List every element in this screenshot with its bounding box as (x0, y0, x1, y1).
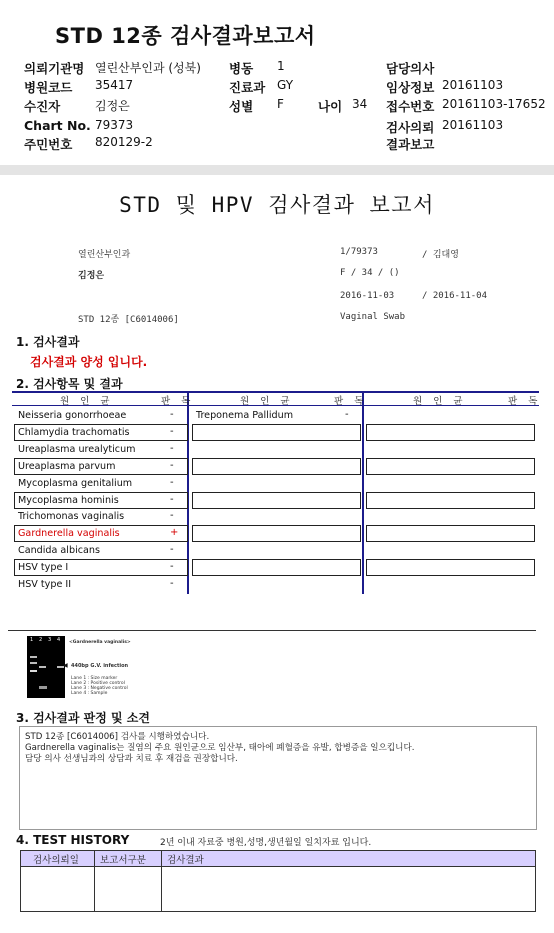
meta-test: STD 12종 [C6014006] (78, 315, 179, 325)
report-header-card (0, 0, 554, 166)
positive-result-message: 검사결과 양성 입니다. (30, 355, 148, 369)
meta-chart: 1/79373 (340, 247, 378, 257)
age-value: 34 (352, 97, 368, 111)
gel-legend-line: Lane 1 : Size marker (71, 676, 118, 681)
result-row-box (366, 559, 535, 576)
ward-value: 1 (277, 59, 285, 73)
resident-no-value: 820129-2 (95, 135, 153, 149)
organism-name: Mycoplasma genitalium (18, 478, 133, 489)
organism-name: Treponema Pallidum (196, 410, 294, 421)
gel-legend-line: Lane 2 : Positive control (71, 681, 125, 686)
organism-result: - (170, 460, 174, 471)
result-row-box (366, 458, 535, 475)
clinical-info-value: 20161103 (442, 78, 504, 92)
meta-clinic: 열린산부인과 (78, 250, 131, 260)
result-row-box (14, 492, 188, 509)
organism-result: + (170, 527, 179, 538)
gel-lane-label: 2 (39, 637, 43, 643)
meta-date-from: 2016-11-03 (340, 291, 395, 301)
institution-value: 열린산부인과 (성북) (95, 61, 201, 75)
gel-caption: <Gardnerella vaginalis> (69, 640, 131, 645)
organism-result: - (170, 578, 174, 589)
report-title: STD 및 HPV 검사결과 보고서 (119, 193, 435, 217)
gel-legend-line: Lane 4 : Sample (71, 691, 108, 696)
gel-image (27, 636, 65, 698)
result-row-box (366, 525, 535, 542)
result-row-box (366, 424, 535, 441)
institution-label: 의뢰기관명 (24, 61, 85, 76)
history-header-row (21, 851, 535, 867)
organism-name: Mycoplasma hominis (18, 495, 119, 506)
section-3-title: 3. 검사결과 판정 및 소견 (16, 711, 150, 725)
receipt-no-label: 접수번호 (386, 99, 435, 114)
doctor-label: 담당의사 (386, 61, 435, 76)
section-divider (0, 165, 554, 175)
request-date-label: 검사의뢰 (386, 120, 435, 135)
result-row-box (192, 559, 361, 576)
section-1-title: 1. 검사결과 (16, 335, 80, 349)
hospital-code-value: 35417 (95, 78, 134, 92)
result-row-box (14, 458, 188, 475)
organism-result: - (170, 443, 174, 454)
gel-band-label: 440bp G.V. infection (71, 663, 129, 669)
section-2-title: 2. 검사항목 및 결과 (16, 377, 123, 391)
result-row-box (366, 492, 535, 509)
request-date-value: 20161103 (442, 118, 504, 132)
organism-result: - (170, 510, 174, 521)
organism-result: - (345, 409, 349, 420)
receipt-no-value: 20161103-17652 (442, 97, 546, 111)
col1-pathogen-header: 원 인 균 (60, 396, 114, 407)
meta-sex-age: F / 34 / () (340, 268, 400, 278)
history-col-header: 보고서구분 (100, 855, 146, 866)
history-col-header: 검사결과 (167, 855, 204, 866)
gel-legend-line: Lane 3 : Negative control (71, 686, 128, 691)
result-row-box (192, 458, 361, 475)
opinion-box (19, 726, 537, 830)
organism-name: Ureaplasma urealyticum (18, 444, 136, 455)
department-label: 진료과 (229, 80, 266, 95)
organism-result: - (170, 409, 174, 420)
column-divider (362, 391, 364, 594)
sex-label: 성별 (229, 99, 254, 114)
column-divider (161, 851, 162, 911)
organism-name: Gardnerella vaginalis (18, 528, 120, 539)
arrow-icon: ◀ (63, 662, 68, 669)
collector-label: 수진자 (24, 99, 61, 114)
col1-judgement-header: 판 독 (161, 396, 195, 407)
opinion-line: 담당 의사 선생님과의 상담과 치료 후 재검을 권장합니다. (25, 754, 238, 764)
result-row-box (192, 492, 361, 509)
organism-result: - (170, 544, 174, 555)
meta-specimen: Vaginal Swab (340, 312, 406, 322)
meta-date-to: / 2016-11-04 (422, 291, 488, 301)
organism-name: HSV type I (18, 562, 69, 573)
chart-no-value: 79373 (95, 118, 134, 132)
sex-value: F (277, 97, 284, 111)
history-col-header: 검사의뢰일 (33, 855, 79, 866)
organism-result: - (170, 494, 174, 505)
col2-pathogen-header: 원 인 균 (240, 396, 294, 407)
document-title: STD 12종 검사결과보고서 (55, 24, 316, 48)
result-row-box (14, 525, 188, 542)
organism-name: Trichomonas vaginalis (18, 511, 125, 522)
chart-no-label: Chart No. (24, 118, 91, 133)
section-4-title: 4. TEST HISTORY (16, 833, 130, 847)
column-divider (94, 851, 95, 911)
organism-result: - (170, 561, 174, 572)
organism-name: Chlamydia trachomatis (18, 427, 130, 438)
history-table (20, 850, 536, 912)
gel-lane-label: 4 (57, 637, 61, 643)
department-value: GY (277, 78, 294, 92)
col2-judgement-header: 판 독 (334, 396, 368, 407)
history-note: 2년 이내 자료중 병원,성명,생년월일 일치자료 입니다. (160, 838, 372, 848)
col3-pathogen-header: 원 인 균 (413, 396, 467, 407)
ward-label: 병동 (229, 61, 254, 76)
opinion-line: Gardnerella vaginalis는 질염의 주요 원인균으로 임산부, 태아에 폐혈증을 유발, 합병증을 일으킵니다. (25, 743, 415, 753)
organism-result: - (170, 426, 174, 437)
organism-name: Ureaplasma parvum (18, 461, 116, 472)
resident-no-label: 주민번호 (24, 137, 73, 152)
clinical-info-label: 임상정보 (386, 80, 435, 95)
organism-name: HSV type II (18, 579, 72, 590)
gel-lane-label: 1 (30, 637, 34, 643)
collector-value: 김정은 (95, 99, 130, 113)
opinion-line: STD 12종 [C6014006] 검사를 시행하였습니다. (25, 732, 210, 742)
organism-result: - (170, 477, 174, 488)
meta-doctor: / 김대영 (422, 250, 459, 260)
organism-name: Neisseria gonorrhoeae (18, 410, 127, 421)
organism-name: Candida albicans (18, 545, 100, 556)
age-label: 나이 (318, 99, 343, 114)
gel-lane-label: 3 (48, 637, 52, 643)
result-row-box (192, 525, 361, 542)
result-row-box (192, 424, 361, 441)
hospital-code-label: 병원코드 (24, 80, 73, 95)
result-row-box (14, 559, 188, 576)
result-row-box (14, 424, 188, 441)
col3-judgement-header: 판 독 (508, 396, 542, 407)
report-label: 결과보고 (386, 137, 435, 152)
meta-patient: 김정은 (78, 271, 105, 281)
